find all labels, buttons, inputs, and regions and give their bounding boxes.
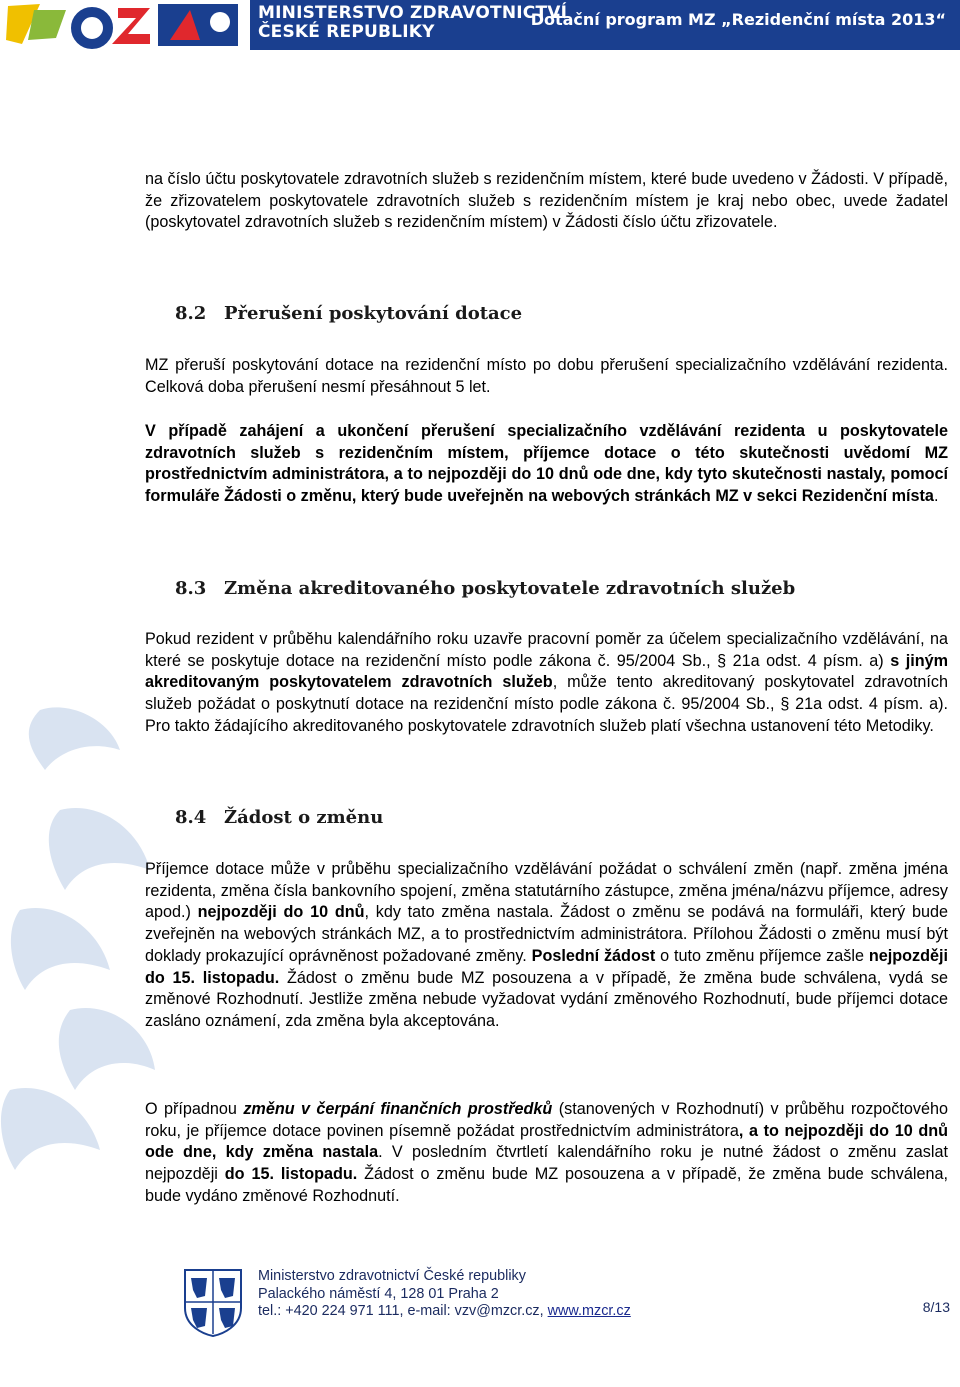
intro-paragraph: na číslo účtu poskytovatele zdravotních služeb s rezidenčním místem, které bude uvedeno v Žádosti. V případě, že zřizovatelem poskytovatele zdravotních služeb s rezidenčním místem je kraj nebo obec, uvede žadatel (poskytovatel zdravotních služeb s rezidenčním místem) v Žádosti číslo účtu zřizovatele.: [145, 170, 948, 232]
intro-section: [145, 169, 948, 234]
section-number: 8.2: [175, 303, 207, 324]
bold-text: nejpozději do 15. listopadu.: [145, 946, 948, 987]
bold-text: , a to nejpozději do 10 dnů ode dne, kdy změna nastala: [145, 1121, 948, 1162]
coat-of-arms-icon: [183, 1268, 243, 1338]
section-title: Přerušení poskytování dotace: [224, 303, 523, 324]
bold-text: V případě zahájení a ukončení přerušení specializačního vzdělávání rezidenta u poskytovatele zdravotních služeb s rezidenčním místem, příjemce dotace o této skutečnosti uvědomí MZ prostřednictvím administrátora, a to nejpozději do 10 dnů ode dne, kdy tyto skutečnosti nastaly, pomocí formuláře Žádosti o změnu, který bude uveřejněn na webových stránkách MZ v sekci Rezidenční místa: [145, 422, 948, 506]
text: (stanovených v Rozhodnutí) v průběhu rozpočtového roku, je příjemce dotace povinen písemně požádat prostřednictvím administrátora: [145, 1100, 949, 1140]
text: , kdy tato změna nastala. Žádost o změnu se podává na formuláři, který bude zveřejněn na webových stránkách MZ, a to prostřednictvím administrátora. Přílohou Žádosti o změnu musí být doklady prokazující oprávněnost požadované změny.: [145, 903, 948, 965]
bold-text: Poslední žádost: [531, 946, 656, 965]
text: 21a odst. 4 písm. a). Pro takto žádajícího akreditovaného poskytovatele zdravotních služeb platí všechna ustanovení této Metodiky.: [145, 695, 948, 735]
text: o tuto změnu příjemce zašle: [655, 946, 869, 965]
eu-logo-icon: [0, 0, 250, 50]
footer-line-1: Ministerstvo zdravotnictví České republiky: [258, 1268, 526, 1284]
text: Žádost o změnu bude MZ posouzena a v případě, že změna bude schválena, vydá se změnové Rozhodnutí. Jestliže změna nebude vyžadovat vydání změnového Rozhodnutí, bude příjemci dotace zasláno oznámení, zda změna byla akceptována.: [145, 968, 948, 1030]
footer-line-2: Palackého náměstí 4, 128 01 Praha 2: [258, 1285, 499, 1302]
text: , může tento akreditovaný poskytovatel zdravotních služeb požádat o poskytnutí dotace na rezidenční místo podle zákona č. 95/2004 Sb.,: [145, 673, 949, 714]
paragraph: [145, 629, 948, 738]
section-title: Změna akreditovaného poskytovatele zdravotních služeb: [224, 578, 796, 599]
bold-text: s jiným akreditovaným poskytovatelem zdravotních služeb: [145, 651, 949, 692]
page-number: 8/13: [922, 1299, 950, 1315]
footer-line-3: [258, 1303, 631, 1321]
text: Žádost o změnu bude MZ posouzena a v případě, že změna bude schválena, bude vydáno změnové Rozhodnutí.: [145, 1165, 948, 1205]
section-8-2-p2: [145, 421, 948, 508]
paragraph: [145, 421, 948, 508]
website-link[interactable]: www.mzcr.cz: [547, 1303, 631, 1319]
section-8-4-heading: [175, 807, 383, 828]
section-title: Žádost o změnu: [224, 807, 384, 828]
ministry-name-line1: MINISTERSTVO ZDRAVOTNICTVÍ: [258, 3, 568, 23]
section-8-3-p1: [145, 629, 948, 738]
section-number: 8.4: [175, 807, 207, 828]
section-8-4-p1: [145, 859, 948, 1033]
paragraph: [145, 1099, 948, 1208]
bold-text: nejpozději do 10 dnů: [197, 903, 365, 922]
section-sign: §: [780, 695, 790, 714]
text: O případnou: [145, 1100, 244, 1118]
footer-contact-text: tel.: +420 224 971 111, e-mail: vzv@mzcr.cz,: [258, 1303, 548, 1319]
bold-italic-text: změnu v čerpání finančních prostředků: [243, 1100, 553, 1118]
section-8-3-heading: [175, 578, 795, 599]
text: Příjemce dotace může v průběhu specializačního vzdělávání požádat o schválení změn (např. změna jména rezidenta, změna čísla bankovního spojení, změna statutárního zástupce, změna jména/názvu příjemce, adresy apod.): [145, 860, 948, 922]
text: . V posledním čtvrtletí kalendářního roku je nutné žádost o změnu zaslat nejpozději: [145, 1143, 948, 1184]
bold-text: do 15. listopadu.: [224, 1165, 358, 1184]
section-8-2-heading: [175, 303, 522, 324]
ministry-name-line2: ČESKÉ REPUBLIKY: [258, 22, 435, 42]
paragraph: MZ přeruší poskytování dotace na rezidenční místo po dobu přerušení specializačního vzdělávání rezidenta. Celková doba přerušení nesmí přesáhnout 5 let.: [145, 356, 948, 396]
eu-logo: [0, 0, 250, 50]
program-title: Dotační program MZ „Rezidenční místa 2013“: [530, 10, 946, 29]
section-number: 8.3: [175, 578, 207, 599]
paragraph: [145, 859, 948, 1033]
section-8-2-p1: [145, 355, 948, 398]
footer-contact: [258, 1268, 631, 1321]
section-8-4-p2: [145, 1099, 948, 1208]
section-sign: §: [717, 651, 727, 670]
text: Pokud rezident v průběhu kalendářního roku uzavře pracovní poměr za účelem specializačního vzdělávání, na které se poskytuje dotace na rezidenční místo podle zákona č. 95/2004 Sb.,: [145, 630, 948, 670]
ministry-name: [258, 4, 567, 42]
text: 21a odst. 4 písm. a): [726, 651, 891, 670]
paragraph-end: .: [933, 487, 939, 506]
lion-watermark-icon: [0, 690, 160, 1210]
page-header: [0, 0, 960, 50]
